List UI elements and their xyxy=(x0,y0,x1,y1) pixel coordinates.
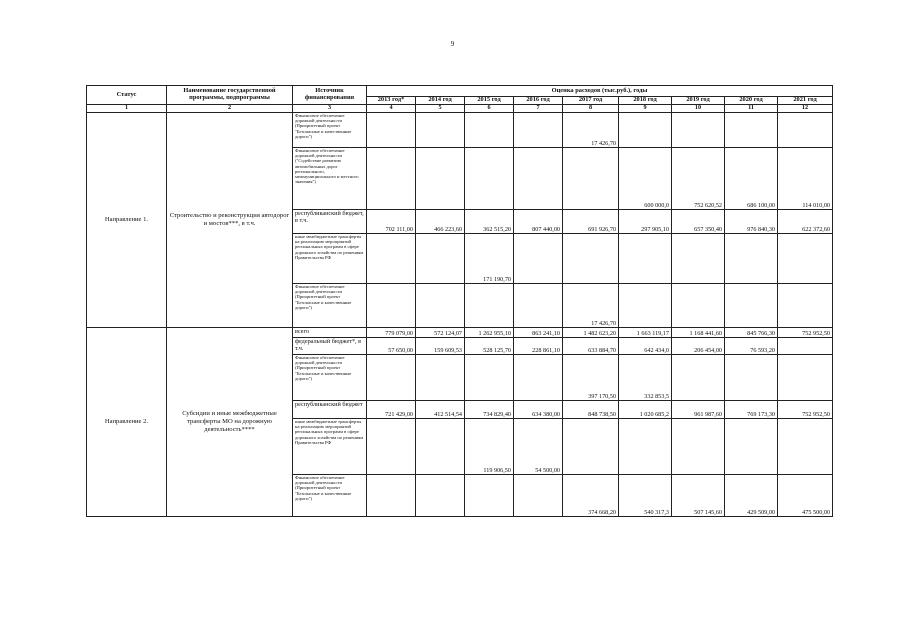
amount-cell: 159 609,53 xyxy=(416,337,465,354)
header-year: 2013 год* xyxy=(367,97,416,105)
amount-cell xyxy=(416,474,465,516)
amount-cell: 634 380,00 xyxy=(514,400,563,418)
amount-cell: 397 170,50 xyxy=(563,354,619,400)
amount-cell: 228 861,10 xyxy=(514,337,563,354)
amount-cell xyxy=(367,233,416,283)
header-year: 2016 год xyxy=(514,97,563,105)
amount-cell: 848 738,50 xyxy=(563,400,619,418)
amount-cell xyxy=(672,233,725,283)
amount-cell xyxy=(619,283,672,327)
amount-cell xyxy=(367,474,416,516)
amount-cell xyxy=(563,147,619,209)
amount-cell xyxy=(619,418,672,474)
amount-cell: 779 079,00 xyxy=(367,327,416,337)
table-row xyxy=(87,327,833,337)
column-number: 5 xyxy=(416,104,465,112)
amount-cell: 686 100,00 xyxy=(725,147,778,209)
amount-cell: 622 372,60 xyxy=(778,209,833,233)
amount-cell xyxy=(672,283,725,327)
amount-cell: 540 317,3 xyxy=(619,474,672,516)
column-number: 8 xyxy=(563,104,619,112)
amount-cell xyxy=(672,418,725,474)
column-number: 3 xyxy=(293,104,367,112)
funding-source: федеральный бюджет*, в т.ч. xyxy=(293,337,367,354)
amount-cell xyxy=(725,112,778,147)
amount-cell: 752 952,50 xyxy=(778,327,833,337)
amount-cell: 362 515,20 xyxy=(465,209,514,233)
amount-cell: 845 766,30 xyxy=(725,327,778,337)
amount-cell xyxy=(367,283,416,327)
header-year: 2017 год xyxy=(563,97,619,105)
amount-cell xyxy=(416,418,465,474)
amount-cell: 171 190,70 xyxy=(465,233,514,283)
amount-cell: 17 426,70 xyxy=(563,112,619,147)
column-number: 6 xyxy=(465,104,514,112)
amount-cell xyxy=(725,233,778,283)
amount-cell xyxy=(514,233,563,283)
column-number: 7 xyxy=(514,104,563,112)
page-number: 9 xyxy=(450,40,455,48)
amount-cell xyxy=(367,112,416,147)
amount-cell: 721 429,00 xyxy=(367,400,416,418)
amount-cell xyxy=(465,147,514,209)
funding-source: Финансовое обеспечение дорожной деятельности (Приоритетный проект "Безопасные и качественные дороги") xyxy=(293,474,367,516)
amount-cell xyxy=(416,283,465,327)
amount-cell xyxy=(514,474,563,516)
amount-cell xyxy=(725,354,778,400)
header-estimate: Оценка расходов (тыс.руб.), годы xyxy=(367,86,833,97)
amount-cell: 961 987,60 xyxy=(672,400,725,418)
header-year: 2014 год xyxy=(416,97,465,105)
header-status: Статус xyxy=(87,86,167,105)
amount-cell xyxy=(465,283,514,327)
amount-cell: 1 020 685,2 xyxy=(619,400,672,418)
amount-cell: 374 668,20 xyxy=(563,474,619,516)
amount-cell xyxy=(725,283,778,327)
amount-cell xyxy=(778,337,833,354)
amount-cell: 507 145,60 xyxy=(672,474,725,516)
amount-cell: 769 173,30 xyxy=(725,400,778,418)
program-name: Субсидии и иные межбюджетные трансферты МО на дорожную деятельность**** xyxy=(167,327,293,516)
column-number: 2 xyxy=(167,104,293,112)
funding-source: республиканский бюджет xyxy=(293,400,367,418)
column-number: 10 xyxy=(672,104,725,112)
funding-source: иные межбюджетные трансферты на реализацию мероприятий региональных программ в сфере дорожного хозяйства по решениям Правительства РФ xyxy=(293,418,367,474)
column-number: 9 xyxy=(619,104,672,112)
amount-cell xyxy=(563,418,619,474)
amount-cell: 76 593,20 xyxy=(725,337,778,354)
amount-cell: 412 514,54 xyxy=(416,400,465,418)
amount-cell xyxy=(367,354,416,400)
header-year: 2019 год xyxy=(672,97,725,105)
amount-cell: 1 262 955,10 xyxy=(465,327,514,337)
amount-cell xyxy=(619,112,672,147)
budget-table xyxy=(86,85,833,517)
column-number: 4 xyxy=(367,104,416,112)
amount-cell xyxy=(465,112,514,147)
header-program: Наименование государственной программы, подпрограммы xyxy=(167,86,293,105)
amount-cell xyxy=(778,354,833,400)
amount-cell xyxy=(514,354,563,400)
amount-cell: 475 500,00 xyxy=(778,474,833,516)
funding-source: республиканский бюджет, в т.ч. xyxy=(293,209,367,233)
amount-cell xyxy=(514,112,563,147)
amount-cell xyxy=(465,354,514,400)
column-number: 12 xyxy=(778,104,833,112)
amount-cell: 119 906,50 xyxy=(465,418,514,474)
header-year: 2018 год xyxy=(619,97,672,105)
program-name: Строительство и реконструкция автодорог и мостов***, в т.ч. xyxy=(167,112,293,327)
header-year: 2020 год xyxy=(725,97,778,105)
amount-cell: 863 241,10 xyxy=(514,327,563,337)
header-year: 2021 год xyxy=(778,97,833,105)
amount-cell: 429 509,00 xyxy=(725,474,778,516)
amount-cell: 752 952,50 xyxy=(778,400,833,418)
amount-cell: 734 829,40 xyxy=(465,400,514,418)
amount-cell xyxy=(619,233,672,283)
amount-cell xyxy=(672,112,725,147)
amount-cell xyxy=(778,418,833,474)
column-number: 1 xyxy=(87,104,167,112)
amount-cell: 206 454,00 xyxy=(672,337,725,354)
amount-cell: 297 905,10 xyxy=(619,209,672,233)
amount-cell: 633 884,70 xyxy=(563,337,619,354)
amount-cell xyxy=(416,354,465,400)
amount-cell: 114 010,00 xyxy=(778,147,833,209)
amount-cell: 332 853,5 xyxy=(619,354,672,400)
amount-cell xyxy=(367,418,416,474)
amount-cell: 691 926,70 xyxy=(563,209,619,233)
direction-status: Направление 2. xyxy=(87,327,167,516)
table-row xyxy=(87,112,833,147)
amount-cell: 657 350,40 xyxy=(672,209,725,233)
funding-source: Финансовое обеспечение дорожной деятельности ("Содействие развитию автомобильных дорог регионального, межмуниципального и местного значения") xyxy=(293,147,367,209)
amount-cell: 752 620,52 xyxy=(672,147,725,209)
funding-source: Финансовое обеспечение дорожной деятельности (Приоритетный проект "Безопасные и качественные дороги") xyxy=(293,354,367,400)
header-year: 2015 год xyxy=(465,97,514,105)
amount-cell: 1 663 119,17 xyxy=(619,327,672,337)
amount-cell xyxy=(416,112,465,147)
amount-cell xyxy=(778,112,833,147)
funding-source: Финансовое обеспечение дорожной деятельности (Приоритетный проект "Безопасные и качественные дороги") xyxy=(293,112,367,147)
amount-cell xyxy=(367,147,416,209)
direction-status: Направление 1. xyxy=(87,112,167,327)
amount-cell: 600 000,0 xyxy=(619,147,672,209)
amount-cell: 642 434,0 xyxy=(619,337,672,354)
funding-source: Финансовое обеспечение дорожной деятельности (Приоритетный проект "Безопасные и качественные дороги") xyxy=(293,283,367,327)
column-number: 11 xyxy=(725,104,778,112)
amount-cell xyxy=(778,283,833,327)
amount-cell: 1 168 441,60 xyxy=(672,327,725,337)
amount-cell: 466 223,60 xyxy=(416,209,465,233)
funding-source: иные межбюджетные трансферты на реализацию мероприятий региональных программ в сфере дорожного хозяйства по решениям Правительства РФ xyxy=(293,233,367,283)
amount-cell: 702 111,00 xyxy=(367,209,416,233)
amount-cell: 17 426,70 xyxy=(563,283,619,327)
amount-cell: 1 482 623,20 xyxy=(563,327,619,337)
amount-cell: 976 840,30 xyxy=(725,209,778,233)
amount-cell xyxy=(563,233,619,283)
amount-cell xyxy=(514,147,563,209)
header-source: Источник финансирования xyxy=(293,86,367,105)
funding-source: всего xyxy=(293,327,367,337)
amount-cell xyxy=(778,233,833,283)
amount-cell: 572 124,07 xyxy=(416,327,465,337)
amount-cell xyxy=(416,233,465,283)
amount-cell: 57 650,00 xyxy=(367,337,416,354)
amount-cell xyxy=(725,418,778,474)
amount-cell: 54 500,00 xyxy=(514,418,563,474)
amount-cell xyxy=(465,474,514,516)
amount-cell xyxy=(416,147,465,209)
amount-cell xyxy=(514,283,563,327)
amount-cell xyxy=(672,354,725,400)
amount-cell: 528 125,70 xyxy=(465,337,514,354)
amount-cell: 807 440,00 xyxy=(514,209,563,233)
